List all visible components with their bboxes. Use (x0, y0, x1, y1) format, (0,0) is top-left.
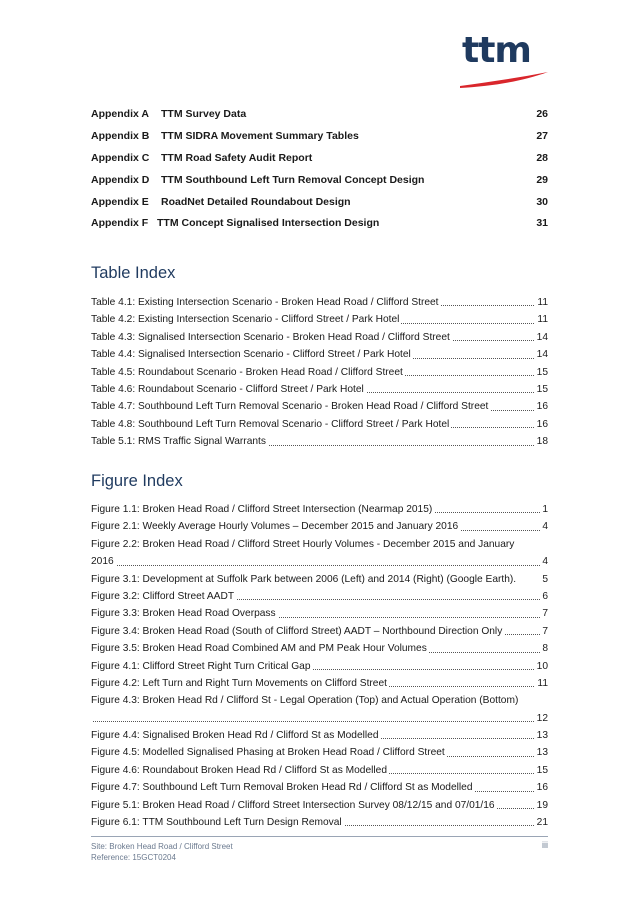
table-index-heading: Table Index (91, 264, 176, 282)
appendix-code: Appendix D (91, 173, 150, 186)
appendix-title: TTM Road Safety Audit Report (161, 151, 313, 164)
appendix-page: 28 (536, 151, 548, 164)
appendix-page: 31 (536, 217, 548, 230)
appendix-code: Appendix C (91, 151, 150, 164)
ttm-logo (458, 30, 550, 92)
footer-site: Site: Broken Head Road / Clifford Street (91, 842, 233, 851)
figure-index-entry[interactable]: Figure 2.2: Broken Head Road / Clifford Street Hourly Volumes - December 2015 and January (91, 538, 515, 550)
footer (91, 841, 233, 863)
logo-swoosh-icon (458, 70, 550, 90)
appendix-code: Appendix B (91, 129, 150, 142)
appendix-row[interactable] (91, 192, 548, 214)
appendix-page: 26 (536, 108, 548, 120)
appendix-row[interactable] (91, 148, 548, 170)
appendix-title: TTM Concept Signalised Intersection Design (157, 217, 380, 230)
figure-index-heading: Figure Index (91, 472, 183, 490)
appendix-title: TTM Southbound Left Turn Removal Concept Design (161, 173, 425, 186)
appendix-page: 27 (536, 129, 548, 142)
table-index-list (91, 294, 548, 451)
table-index-entry[interactable]: Table 4.5: Roundabout Scenario - Broken Head Road / Clifford Street 15 (91, 364, 548, 381)
appendix-title: RoadNet Detailed Roundabout Design (161, 195, 351, 208)
footer-page-number: iii (542, 840, 548, 850)
appendix-row[interactable] (91, 126, 548, 148)
figure-index-entry[interactable]: Figure 3.1: Development at Suffolk Park between 2006 (Left) and 2014 (Right) (Google Earth). 5 (91, 571, 548, 588)
table-index-entry[interactable]: Table 4.1: Existing Intersection Scenario - Broken Head Road / Clifford Street 11 (91, 294, 548, 311)
figure-index-entry[interactable]: Figure 4.1: Clifford Street Right Turn Critical Gap 10 (91, 658, 548, 675)
figure-index-entry[interactable]: Figure 3.3: Broken Head Road Overpass 7 (91, 605, 548, 622)
figure-index-entry[interactable]: Figure 4.4: Signalised Broken Head Rd / Clifford St as Modelled 13 (91, 727, 548, 744)
figure-index-list (91, 501, 548, 831)
appendix-code: Appendix F (91, 217, 149, 230)
figure-index-entry[interactable]: Figure 3.5: Broken Head Road Combined AM and PM Peak Hour Volumes 8 (91, 640, 548, 657)
table-index-entry[interactable]: Table 4.3: Signalised Intersection Scenario - Broken Head Road / Clifford Street 14 (91, 329, 548, 346)
appendix-page: 29 (536, 173, 548, 186)
table-index-entry[interactable]: Table 5.1: RMS Traffic Signal Warrants 18 (91, 433, 548, 450)
figure-index-entry[interactable]: Figure 4.3: Broken Head Rd / Clifford St - Legal Operation (Top) and Actual Operation (Bottom) (91, 695, 519, 707)
table-index-entry[interactable]: Table 4.2: Existing Intersection Scenario - Clifford Street / Park Hotel 11 (91, 311, 548, 328)
appendix-page: 30 (536, 195, 548, 208)
appendix-list (91, 104, 548, 235)
appendix-title: TTM Survey Data (161, 108, 247, 120)
appendix-title: TTM SIDRA Movement Summary Tables (161, 129, 359, 142)
appendix-row[interactable] (91, 213, 548, 235)
figure-index-entry[interactable]: Figure 4.5: Modelled Signalised Phasing at Broken Head Road / Clifford Street 13 (91, 744, 548, 761)
figure-index-entry[interactable]: Figure 6.1: TTM Southbound Left Turn Design Removal 21 (91, 814, 548, 831)
table-index-entry[interactable]: Table 4.7: Southbound Left Turn Removal Scenario - Broken Head Road / Clifford Street 16 (91, 398, 548, 415)
appendix-code: Appendix E (91, 195, 149, 208)
footer-divider (91, 836, 548, 837)
figure-index-entry[interactable]: Figure 1.1: Broken Head Road / Clifford Street Intersection (Nearmap 2015) 1 (91, 501, 548, 518)
figure-index-entry[interactable]: Figure 4.6: Roundabout Broken Head Rd / Clifford St as Modelled 15 (91, 762, 548, 779)
table-index-entry[interactable]: Table 4.4: Signalised Intersection Scenario - Clifford Street / Park Hotel 14 (91, 346, 548, 363)
table-index-entry[interactable]: Table 4.6: Roundabout Scenario - Clifford Street / Park Hotel 15 (91, 381, 548, 398)
appendix-row[interactable] (91, 170, 548, 192)
footer-reference: Reference: 15GCT0204 (91, 853, 176, 862)
figure-index-entry[interactable]: Figure 5.1: Broken Head Road / Clifford Street Intersection Survey 08/12/15 and 07/01/16 19 (91, 797, 548, 814)
figure-index-entry[interactable]: 12 (91, 710, 548, 727)
appendix-row[interactable] (91, 104, 548, 126)
figure-index-entry[interactable]: Figure 4.2: Left Turn and Right Turn Movements on Clifford Street 11 (91, 675, 548, 692)
figure-index-entry[interactable]: Figure 2.1: Weekly Average Hourly Volumes – December 2015 and January 2016 4 (91, 518, 548, 535)
logo-text: ttm (462, 30, 531, 71)
figure-index-entry[interactable]: Figure 3.2: Clifford Street AADT 6 (91, 588, 548, 605)
figure-index-entry[interactable]: Figure 3.4: Broken Head Road (South of Clifford Street) AADT – Northbound Direction Only 7 (91, 623, 548, 640)
table-index-entry[interactable]: Table 4.8: Southbound Left Turn Removal Scenario - Clifford Street / Park Hotel 16 (91, 416, 548, 433)
appendix-code: Appendix A (91, 108, 149, 120)
figure-index-entry[interactable]: 2016 4 (91, 553, 548, 570)
figure-index-entry[interactable]: Figure 4.7: Southbound Left Turn Removal Broken Head Rd / Clifford St as Modelled 16 (91, 779, 548, 796)
